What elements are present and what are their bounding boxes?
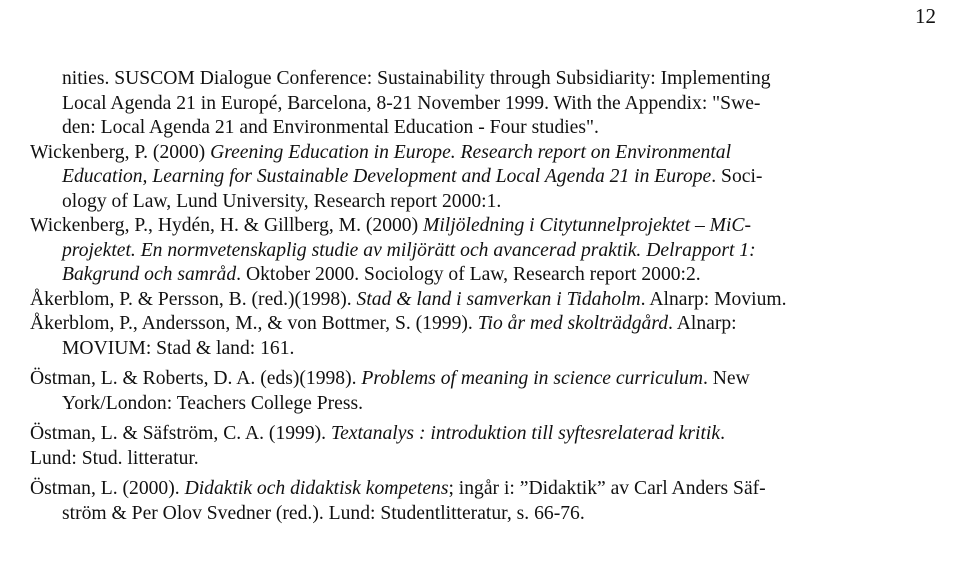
reference-text: Lund: Stud. litteratur.: [30, 447, 199, 469]
reference-title-text: Miljöledning i Citytunnelprojektet – MiC-: [423, 215, 752, 236]
reference-title-text: Problems of meaning in science curriculum: [361, 368, 703, 389]
reference-text: York/London: Teachers College Press.: [62, 392, 364, 414]
reference-line: [30, 239, 934, 264]
reference-line: [30, 141, 934, 166]
reference-entry: [30, 422, 934, 471]
reference-line: [30, 447, 934, 472]
reference-entry: [30, 288, 934, 313]
reference-entry: [30, 214, 934, 288]
reference-text: ström & Per Olov Svedner (red.). Lund: Studentlitteratur, s. 66-76.: [62, 502, 585, 524]
reference-title-text: Didaktik och didaktisk kompetens: [184, 478, 449, 499]
reference-text: Östman, L. & Säfström, C. A. (1999).: [30, 423, 331, 444]
reference-line: [30, 165, 934, 190]
reference-line: [30, 288, 934, 313]
reference-text: Östman, L. & Roberts, D. A. (eds)(1998).: [30, 368, 362, 389]
reference-entry: [30, 477, 934, 526]
reference-title-text: Tio år med skolträdgård: [477, 313, 669, 334]
reference-line: [30, 477, 934, 502]
reference-text: Wickenberg, P., Hydén, H. & Gillberg, M. (2000): [30, 215, 424, 236]
reference-text: Östman, L. (2000).: [30, 478, 185, 499]
reference-line: [30, 367, 934, 392]
reference-text: Åkerblom, P. & Persson, B. (red.)(1998).: [30, 288, 357, 310]
reference-text: Local Agenda 21 in Europé, Barcelona, 8-21 November 1999. With the Appendix: "Swe-: [62, 92, 761, 114]
reference-text: ology of Law, Lund University, Research report 2000:1.: [62, 190, 502, 212]
page-number: 12: [915, 4, 936, 28]
reference-text: den: Local Agenda 21 and Environmental Education - Four studies".: [62, 117, 599, 138]
reference-text: . Oktober 2000. Sociology of Law, Research report 2000:2.: [236, 264, 701, 285]
reference-line: [30, 214, 934, 239]
reference-title-text: Stad & land i samverkan i Tidaholm: [356, 288, 641, 310]
reference-text: nities. SUSCOM Dialogue Conference: Sustainability through Subsidiarity: Implementing: [62, 68, 771, 89]
reference-title-text: projektet. En normvetenskaplig studie av miljörätt och avancerad praktik. Delrapport 1:: [62, 239, 756, 261]
reference-text: . New: [702, 368, 750, 389]
reference-text: ; ingår i: ”Didaktik” av Carl Anders Säf-: [448, 478, 766, 499]
reference-entry: [30, 312, 934, 361]
reference-list: [30, 67, 934, 526]
reference-line: [30, 190, 934, 215]
reference-line: [30, 67, 934, 92]
reference-line: [30, 263, 934, 288]
reference-text: Wickenberg, P. (2000): [30, 141, 211, 163]
reference-text: . Soci-: [711, 166, 763, 187]
reference-line: [30, 337, 934, 362]
reference-text: MOVIUM: Stad & land: 161.: [62, 337, 295, 359]
reference-line: [30, 392, 934, 417]
reference-title-text: Education, Learning for Sustainable Development and Local Agenda 21 in Europe: [62, 166, 712, 187]
reference-entry: [30, 141, 934, 215]
reference-line: [30, 92, 934, 117]
reference-text: . Alnarp: Movium.: [640, 288, 787, 310]
reference-entry: [30, 367, 934, 416]
reference-text: . Alnarp:: [668, 313, 737, 334]
reference-line: [30, 116, 934, 141]
reference-text: .: [720, 423, 725, 444]
reference-line: [30, 502, 934, 527]
reference-line: [30, 422, 934, 447]
reference-title-text: Greening Education in Europe. Research report on Environmental: [210, 141, 732, 163]
reference-text: Åkerblom, P., Andersson, M., & von Bottmer, S. (1999).: [30, 313, 478, 334]
reference-entry: [30, 67, 934, 141]
reference-title-text: Textanalys : introduktion till syftesrelaterad kritik: [330, 423, 721, 444]
reference-title-text: Bakgrund och samråd: [62, 264, 237, 285]
reference-line: [30, 312, 934, 337]
